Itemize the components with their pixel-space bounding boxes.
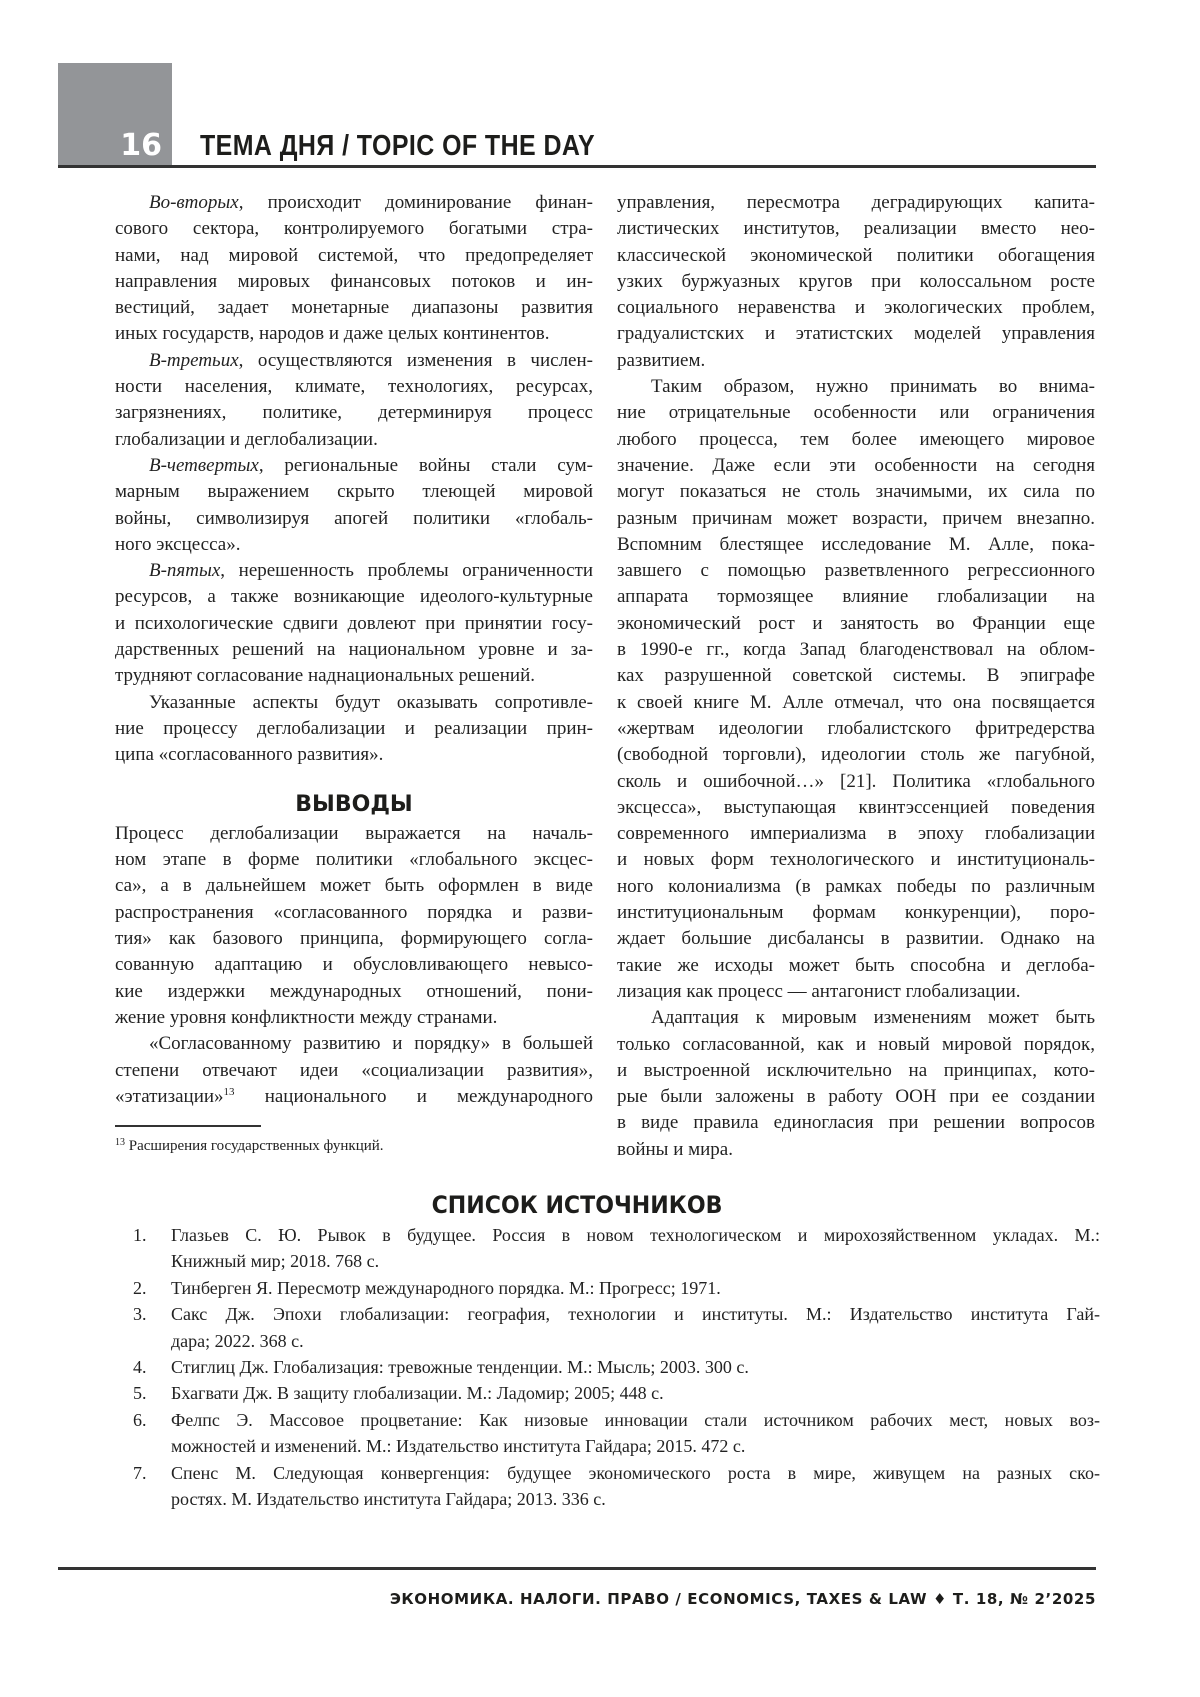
text-line — [617, 479, 1095, 505]
reference-number: 7. — [133, 1462, 147, 1483]
footnote — [115, 1138, 384, 1155]
line-text: направления мировых финансовых потоков и ин- — [115, 270, 593, 292]
text-line — [617, 427, 1095, 453]
text-line — [115, 532, 593, 558]
line-text: Вспомним блестящее исследование М. Алле, пока- — [617, 533, 1095, 555]
reference-line: Глазьев С. Ю. Рывок в будущее. Россия в новом технологическом и мирохозяйственном укладах. М.: — [171, 1225, 1100, 1245]
header-divider — [58, 165, 1096, 168]
text-line — [617, 979, 1095, 1005]
italic-lead: Во-вторых — [149, 192, 239, 213]
references-list — [125, 1222, 1100, 1512]
text-line — [115, 558, 593, 584]
line-text: сованную адаптацию и обусловливающего невысо- — [115, 954, 593, 976]
line-text: ципа «согласованного развития». — [115, 744, 384, 766]
text-line — [617, 216, 1095, 242]
reference-line: ростях. М. Издательство института Гайдара; 2013. 336 с. — [171, 1488, 606, 1509]
text-line — [115, 243, 593, 269]
text-line — [617, 190, 1095, 216]
paragraph — [115, 690, 593, 769]
text-line — [617, 611, 1095, 637]
line-text: классической экономической политики обогащения — [617, 244, 1095, 266]
line-text: ности населения, климате, технологиях, ресурсах, — [115, 376, 593, 398]
text-line — [115, 690, 593, 716]
text-line — [617, 584, 1095, 610]
text-line — [115, 637, 593, 663]
reference-line: дара; 2022. 368 с. — [171, 1330, 304, 1351]
text-line — [115, 979, 593, 1005]
italic-lead: В-пятых — [149, 560, 221, 582]
footnote-ref: 13 — [223, 1085, 235, 1098]
text-line — [115, 269, 593, 295]
line-text: лизация как процесс — антагонист глобализации. — [617, 980, 1021, 1002]
text-line — [617, 348, 1095, 374]
italic-lead: В-третьих — [149, 349, 239, 371]
line-text: аппарата тормозящее влияние глобализации на — [617, 586, 1095, 608]
reference-item — [125, 1354, 1100, 1380]
line-text: ждает большие дисбалансы в развитии. Однако на — [617, 928, 1095, 950]
text-line — [617, 269, 1095, 295]
text-line — [617, 1137, 1095, 1163]
line-text: , происходит доминирование финан- — [238, 192, 593, 213]
line-text: разным причинам может возрасти, причем внезапно. — [617, 507, 1095, 529]
line-text: завшего с помощью разветвленного регрессионного — [617, 560, 1095, 582]
right-column — [617, 190, 1095, 1163]
line-text: , осуществляются изменения в числен- — [238, 349, 593, 371]
journal-footer — [390, 1590, 1096, 1608]
line-text: национального и международного — [234, 1085, 593, 1107]
text-line — [617, 1005, 1095, 1031]
text-line — [115, 400, 593, 426]
text-line — [115, 1084, 593, 1110]
line-text: , региональные войны стали сум- — [258, 454, 593, 476]
text-line — [617, 1084, 1095, 1110]
reference-item — [125, 1275, 1100, 1301]
text-line — [617, 874, 1095, 900]
paragraph — [115, 190, 593, 348]
text-line — [115, 506, 593, 532]
line-text: «Согласованному развитию и порядку» в большей — [149, 1033, 593, 1055]
reference-line: Тинберген Я. Пересмотр международного порядка. М.: Прогресс; 1971. — [171, 1277, 721, 1298]
section-heading: ВЫВОДЫ — [295, 791, 413, 817]
reference-number: 4. — [133, 1356, 147, 1377]
text-line — [115, 584, 593, 610]
reference-number: 6. — [133, 1409, 147, 1430]
text-line — [617, 1032, 1095, 1058]
text-line — [617, 769, 1095, 795]
line-text: ном этапе в форме политики «глобального эксцес- — [115, 849, 593, 871]
text-line — [115, 1005, 593, 1031]
line-text: дарственных решений на национальном уровне и за- — [115, 639, 593, 661]
line-text: рые были заложены в работу ООН при ее создании — [617, 1086, 1095, 1108]
text-line — [617, 506, 1095, 532]
text-line — [617, 926, 1095, 952]
text-line — [115, 453, 593, 479]
line-text: и выстроенной исключительно на принципах, кото- — [617, 1059, 1095, 1081]
reference-line: Фелпс Э. Массовое процветание: Как низовые инновации стали источником рабочих мест, новых воз- — [171, 1409, 1100, 1430]
italic-lead: В-четвертых — [149, 454, 259, 476]
line-text: кие издержки международных отношений, пони- — [115, 980, 593, 1002]
text-line — [115, 847, 593, 873]
paragraph — [617, 1005, 1095, 1163]
footnote-number: 13 — [115, 1137, 125, 1148]
paragraph — [115, 1031, 593, 1110]
left-column — [115, 190, 593, 1110]
text-line — [115, 742, 593, 768]
reference-number: 5. — [133, 1383, 147, 1404]
reference-item — [125, 1222, 1100, 1275]
line-text: загрязнениях, политике, детерминируя процесс — [115, 402, 593, 424]
line-text: марным выражением скрыто тлеющей мировой — [115, 481, 593, 503]
line-text: развитием. — [617, 349, 706, 371]
text-line — [617, 532, 1095, 558]
text-line — [617, 637, 1095, 663]
footer-divider — [58, 1567, 1096, 1570]
text-line — [115, 216, 593, 242]
text-line — [115, 374, 593, 400]
text-line — [617, 847, 1095, 873]
line-text: узких буржуазных кругов при колоссальном росте — [617, 270, 1095, 292]
line-text: глобализации и деглобализации. — [115, 428, 378, 450]
reference-line: Книжный мир; 2018. 768 с. — [171, 1251, 380, 1272]
line-text: листических институтов, реализации вместо нео- — [617, 218, 1095, 240]
line-text: трудняют согласование наднациональных решений. — [115, 665, 535, 687]
text-line — [115, 821, 593, 847]
text-line — [617, 900, 1095, 926]
paragraph — [617, 374, 1095, 1005]
text-line — [617, 453, 1095, 479]
line-text: степени отвечают идеи «социализации развития», — [115, 1059, 593, 1081]
reference-number: 2. — [133, 1277, 147, 1298]
text-line — [115, 900, 593, 926]
line-text: Указанные аспекты будут оказывать сопротивле- — [149, 691, 593, 713]
text-line — [617, 663, 1095, 689]
line-text: иных государств, народов и даже целых континентов. — [115, 323, 550, 345]
line-text: в 1990-е гг., когда Запад благоденствовал на облом- — [617, 639, 1095, 661]
reference-line: можностей и изменений. М.: Издательство института Гайдара; 2015. 472 с. — [171, 1436, 746, 1457]
text-line — [617, 1110, 1095, 1136]
text-line — [617, 400, 1095, 426]
reference-item — [125, 1301, 1100, 1354]
text-line — [617, 690, 1095, 716]
line-text: в виде правила единогласия при решении вопросов — [617, 1112, 1095, 1134]
reference-number: 1. — [133, 1225, 147, 1245]
reference-line: Бхагвати Дж. В защиту глобализации. М.: Ладомир; 2005; 448 с. — [171, 1383, 664, 1404]
line-text: вестиций, задает монетарные диапазоны развития — [115, 297, 593, 319]
reference-number: 3. — [133, 1304, 147, 1325]
line-text: градуалистских и этатистских моделей управления — [617, 323, 1095, 345]
text-line — [115, 479, 593, 505]
references-heading: СПИСОК ИСТОЧНИКОВ — [431, 1191, 723, 1219]
line-text: экономический рост и занятость во Франции еще — [617, 612, 1095, 634]
text-line — [115, 1031, 593, 1057]
line-text: эксцесса», выступающая квинтэссенцией поведения — [617, 796, 1095, 818]
line-text: такие же исходы может быть способна и деглоба- — [617, 954, 1095, 976]
reference-item — [125, 1380, 1100, 1406]
line-text: ние отрицательные особенности или ограничения — [617, 402, 1095, 424]
footnote-text: Расширения государственных функций. — [125, 1138, 384, 1154]
text-line — [617, 295, 1095, 321]
line-text: Таким образом, нужно принимать во внима- — [651, 376, 1095, 398]
text-line — [115, 952, 593, 978]
line-text: распространения «согласованного порядка и разви- — [115, 901, 593, 923]
diamond-icon: ♦ — [933, 1590, 948, 1608]
line-text: и психологические сдвиги довлеют при принятии госу- — [115, 612, 593, 634]
reference-line: Сакс Дж. Эпохи глобализации: география, технологии и институты. М.: Издательство института Гай- — [171, 1304, 1100, 1325]
line-text: нами, над мировой системой, что предопределяет — [115, 244, 593, 266]
line-text: войны, символизируя апогей политики «глобаль- — [115, 507, 593, 529]
paragraph — [115, 453, 593, 558]
line-text: могут показаться не столь значимыми, их сила по — [617, 481, 1095, 503]
text-line — [617, 795, 1095, 821]
text-line — [617, 374, 1095, 400]
line-text: войны и мира. — [617, 1138, 733, 1160]
issue-info: Т. 18, № 2’2025 — [947, 1590, 1096, 1608]
text-line — [115, 1058, 593, 1084]
text-line — [617, 716, 1095, 742]
reference-line: Спенс М. Следующая конвергенция: будущее экономического роста в мире, живущем на разных ско- — [171, 1462, 1100, 1483]
page-number: 16 — [120, 128, 162, 163]
paragraph — [115, 348, 593, 453]
line-text: Адаптация к мировым изменениям может быть — [651, 1007, 1095, 1029]
journal-name: ЭКОНОМИКА. НАЛОГИ. ПРАВО / ECONOMICS, TAXES & LAW — [389, 1590, 928, 1608]
footnote-divider — [115, 1125, 261, 1127]
line-text: современного империализма в эпоху глобализации — [617, 823, 1095, 845]
text-line — [617, 1058, 1095, 1084]
reference-item — [125, 1460, 1100, 1513]
text-line — [115, 611, 593, 637]
line-text: и новых форм технологического и институциональ- — [617, 849, 1095, 871]
paragraph — [115, 821, 593, 1031]
line-text: тия» как базового принципа, формирующего согла- — [115, 928, 593, 950]
section-title: ТЕМА ДНЯ / TOPIC OF THE DAY — [200, 130, 596, 162]
line-text: ние процессу деглобализации и реализации прин- — [115, 717, 593, 739]
text-line — [115, 295, 593, 321]
text-line — [115, 716, 593, 742]
line-text: ках разрушенной советской системы. В эпиграфе — [617, 665, 1095, 687]
text-line — [617, 243, 1095, 269]
line-text: ного колониализма (в рамках победы по различным — [617, 875, 1095, 897]
text-line — [617, 558, 1095, 584]
text-line — [115, 190, 593, 216]
line-text: значение. Даже если эти особенности на сегодня — [617, 454, 1095, 476]
line-text: ресурсов, а также возникающие идеолого-культурные — [115, 586, 593, 608]
line-text: управления, пересмотра деградирующих капита- — [617, 192, 1095, 213]
reference-line: Стиглиц Дж. Глобализация: тревожные тенденции. М.: Мысль; 2003. 300 с. — [171, 1356, 749, 1377]
line-text: «этатизации» — [115, 1085, 224, 1107]
paragraph — [617, 190, 1095, 374]
line-text: социального неравенства и экологических проблем, — [617, 297, 1095, 319]
line-text: только согласованной, как и новый мировой порядок, — [617, 1033, 1095, 1055]
text-line — [115, 427, 593, 453]
text-line — [617, 742, 1095, 768]
line-text: институциональным формам конкуренции), поро- — [617, 902, 1095, 924]
line-text: , нерешенность проблемы ограниченности — [220, 560, 593, 582]
line-text: (свободной торговли), идеологии столь же пагубной, — [617, 744, 1095, 766]
text-line — [115, 321, 593, 347]
line-text: Процесс деглобализации выражается на началь- — [115, 822, 593, 844]
text-line — [115, 663, 593, 689]
line-text: сколь и ошибочной…» [21]. Политика «глобального — [617, 770, 1095, 792]
line-text: любого процесса, тем более имеющего мировое — [617, 428, 1095, 450]
paragraph — [115, 558, 593, 689]
text-line — [115, 348, 593, 374]
text-line — [617, 821, 1095, 847]
text-line — [115, 926, 593, 952]
text-line — [617, 953, 1095, 979]
line-text: «жертвам идеологии глобалистского фритредерства — [617, 717, 1095, 739]
reference-item — [125, 1407, 1100, 1460]
line-text: жение уровня конфликтности между странами. — [115, 1006, 498, 1028]
line-text: сового сектора, контролируемого богатыми стра- — [115, 218, 593, 240]
line-text: к своей книге М. Алле отмечал, что она посвящается — [617, 691, 1095, 713]
line-text: ного эксцесса». — [115, 533, 241, 555]
line-text: са», а в дальнейшем может быть оформлен в виде — [115, 875, 593, 897]
text-line — [617, 321, 1095, 347]
text-line — [115, 873, 593, 899]
